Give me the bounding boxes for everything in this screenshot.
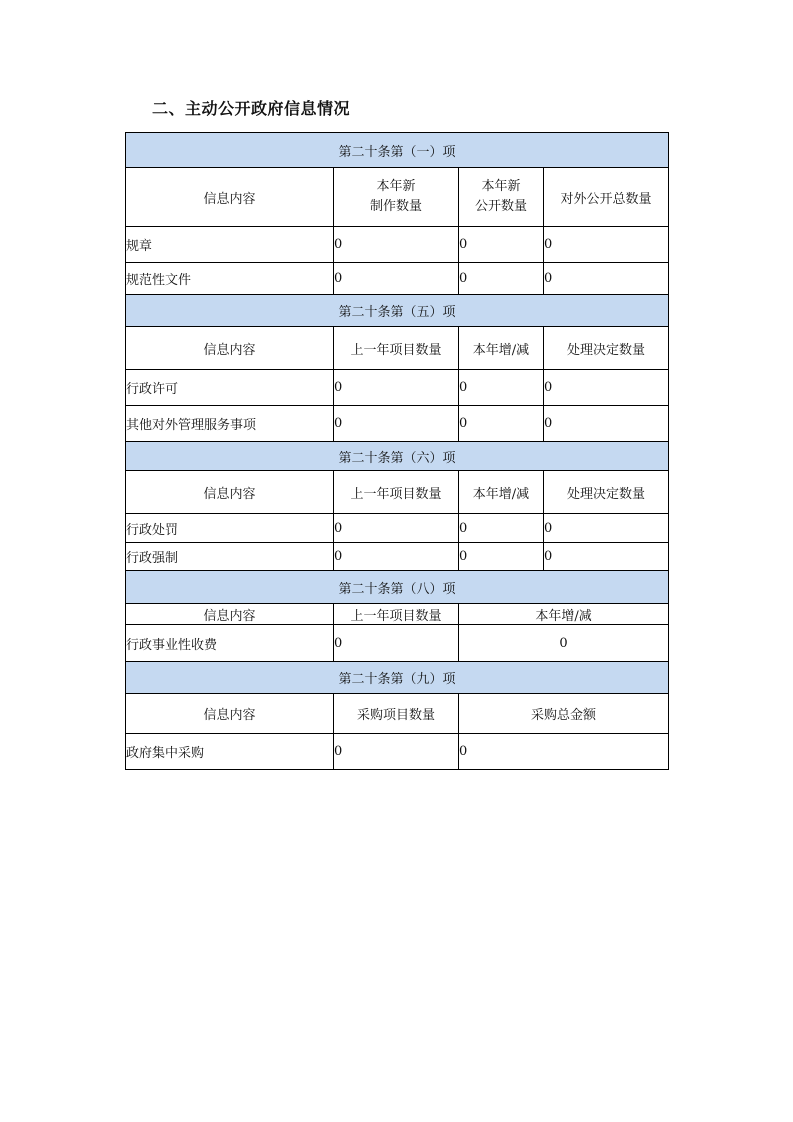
- column-header: 处理决定数量: [544, 471, 669, 514]
- row-label: 行政许可: [126, 370, 334, 406]
- section-header-row: [126, 295, 669, 327]
- table-row: [126, 543, 669, 571]
- cell-value: 0: [459, 406, 544, 442]
- column-header: 采购项目数量: [334, 694, 459, 734]
- cell-value: 0: [459, 370, 544, 406]
- cell-value: 0: [334, 370, 459, 406]
- disclosure-table: [125, 132, 669, 770]
- cell-value: 0: [459, 514, 544, 543]
- cell-value: 0: [459, 734, 669, 770]
- section-title: 第二十条第（一）项: [126, 133, 669, 168]
- table-header-row: [126, 694, 669, 734]
- column-header: 上一年项目数量: [334, 327, 459, 370]
- cell-value: 0: [334, 227, 459, 263]
- row-label: 行政事业性收费: [126, 625, 334, 662]
- column-header: [334, 168, 459, 227]
- table-row: [126, 625, 669, 662]
- table-row: [126, 227, 669, 263]
- column-header: [459, 168, 544, 227]
- table-row: [126, 514, 669, 543]
- cell-value: 0: [334, 543, 459, 571]
- table-row: [126, 263, 669, 295]
- column-header: 信息内容: [126, 327, 334, 370]
- cell-value: 0: [459, 625, 669, 662]
- cell-value: 0: [544, 227, 669, 263]
- column-header: 上一年项目数量: [334, 604, 459, 625]
- cell-value: 0: [544, 263, 669, 295]
- row-label: 规范性文件: [126, 263, 334, 295]
- section-header-row: [126, 571, 669, 604]
- section-title: 第二十条第（五）项: [126, 295, 669, 327]
- column-header: 信息内容: [126, 604, 334, 625]
- page-heading: 二、主动公开政府信息情况: [152, 99, 351, 118]
- column-header: 信息内容: [126, 694, 334, 734]
- column-header: 处理决定数量: [544, 327, 669, 370]
- column-header: 本年增/减: [459, 471, 544, 514]
- table-row: [126, 734, 669, 770]
- section-title: 第二十条第（六）项: [126, 442, 669, 471]
- cell-value: 0: [334, 514, 459, 543]
- cell-value: 0: [544, 406, 669, 442]
- column-header: 本年增/减: [459, 604, 669, 625]
- cell-value: 0: [334, 625, 459, 662]
- row-label: 行政强制: [126, 543, 334, 571]
- header-line: 本年新: [376, 179, 416, 194]
- table-header-row: [126, 604, 669, 625]
- section-title: 第二十条第（九）项: [126, 662, 669, 694]
- column-header: 对外公开总数量: [544, 168, 669, 227]
- section-header-row: [126, 442, 669, 471]
- section-header-row: [126, 662, 669, 694]
- table-row: [126, 370, 669, 406]
- cell-value: 0: [544, 514, 669, 543]
- cell-value: 0: [459, 543, 544, 571]
- column-header: 信息内容: [126, 168, 334, 227]
- header-line: 公开数量: [474, 199, 527, 214]
- section-header-row: [126, 133, 669, 168]
- cell-value: 0: [544, 370, 669, 406]
- section-title: 第二十条第（八）项: [126, 571, 669, 604]
- table-header-row: [126, 168, 669, 227]
- cell-value: 0: [334, 406, 459, 442]
- column-header: 上一年项目数量: [334, 471, 459, 514]
- table-header-row: [126, 471, 669, 514]
- cell-value: 0: [544, 543, 669, 571]
- column-header: 信息内容: [126, 471, 334, 514]
- row-label: 行政处罚: [126, 514, 334, 543]
- column-header: 本年增/减: [459, 327, 544, 370]
- table-header-row: [126, 327, 669, 370]
- column-header: 采购总金额: [459, 694, 669, 734]
- header-line: 本年新: [481, 179, 521, 194]
- cell-value: 0: [334, 263, 459, 295]
- row-label: 政府集中采购: [126, 734, 334, 770]
- row-label: 规章: [126, 227, 334, 263]
- cell-value: 0: [334, 734, 459, 770]
- table-row: [126, 406, 669, 442]
- row-label: 其他对外管理服务事项: [126, 406, 334, 442]
- header-line: 制作数量: [369, 199, 422, 214]
- cell-value: 0: [459, 263, 544, 295]
- cell-value: 0: [459, 227, 544, 263]
